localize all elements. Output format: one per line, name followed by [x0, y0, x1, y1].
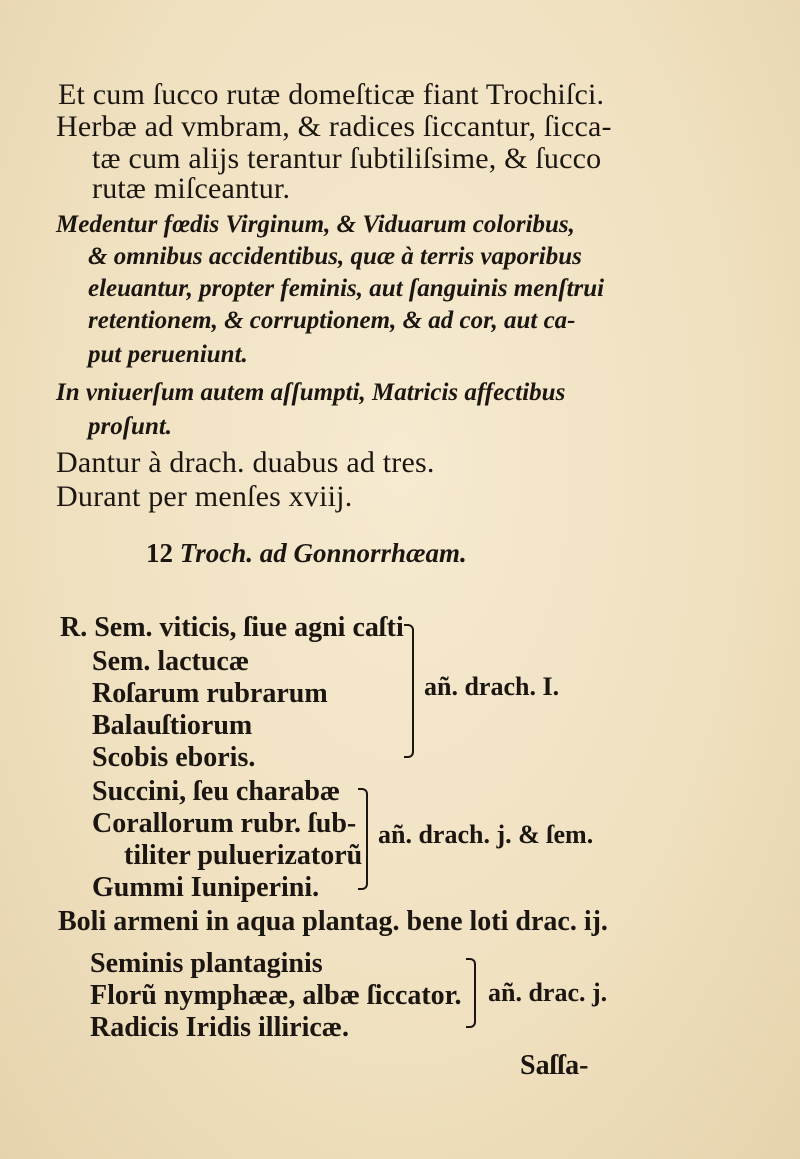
text-line: eleuantur, propter feminis, aut ſanguinis menſtrui	[88, 275, 605, 302]
recipe-line: Sem. lactucæ	[92, 646, 250, 677]
recipe-line: Succini, ſeu charabæ	[92, 776, 341, 807]
text-line: retentionem, & corruptionem, & ad cor, aut ca-	[88, 307, 576, 334]
recipe-line: R. Sem. viticis, ſiue agni caſti	[60, 612, 404, 643]
dose-label: añ. drach. I.	[424, 672, 560, 701]
text-line: Herbæ ad vmbram, & radices ſiccantur, ſicca-	[56, 110, 612, 143]
dose-label: añ. drac. j.	[488, 978, 608, 1007]
recipe-line: Gummi Iuniperini.	[92, 872, 320, 903]
text-line: & omnibus accidentibus, quæ à terris vaporibus	[88, 243, 582, 270]
text-line: proſunt.	[88, 413, 173, 440]
text-line: In vniuerſum autem aſſumpti, Matricis affectibus	[56, 379, 566, 406]
text-line: Dantur à drach. duabus ad tres.	[56, 446, 435, 479]
recipe-line: Roſarum rubrarum	[92, 678, 328, 709]
text-line: put perueniunt.	[88, 341, 248, 368]
text-line: Et cum ſucco rutæ domeſticæ fiant Trochiſci.	[58, 78, 605, 111]
text-line: rutæ miſceantur.	[92, 172, 291, 205]
text-line: tæ cum alijs terantur ſubtiliſsime, & ſucco	[92, 142, 602, 175]
recipe-line: Radicis Iridis illiricæ.	[90, 1012, 349, 1043]
recipe-line: Boli armeni in aqua plantag. bene loti drac. ij.	[58, 906, 608, 937]
recipe-line: Balauſtiorum	[92, 710, 253, 741]
heading-title: Troch. ad Gonnorrhæam.	[179, 538, 467, 568]
recipe-line: Florũ nymphææ, albæ ſiccator.	[90, 980, 462, 1011]
brace	[466, 958, 476, 1028]
catchword: Saſſa-	[520, 1050, 589, 1081]
brace	[404, 624, 414, 758]
heading-number: 12	[146, 538, 173, 568]
dose-label: añ. drach. j. & ſem.	[378, 820, 594, 849]
recipe-line: Corallorum rubr. ſub-	[92, 808, 357, 839]
section-heading	[146, 540, 467, 567]
brace	[358, 788, 368, 890]
text-line: Medentur fœdis Virginum, & Viduarum coloribus,	[56, 211, 575, 238]
recipe-line: Scobis eboris.	[92, 742, 256, 773]
recipe-line: tiliter puluerizatorũ	[124, 840, 363, 871]
text-line: Durant per menſes xviij.	[56, 480, 353, 513]
recipe-line: Seminis plantaginis	[90, 948, 323, 979]
